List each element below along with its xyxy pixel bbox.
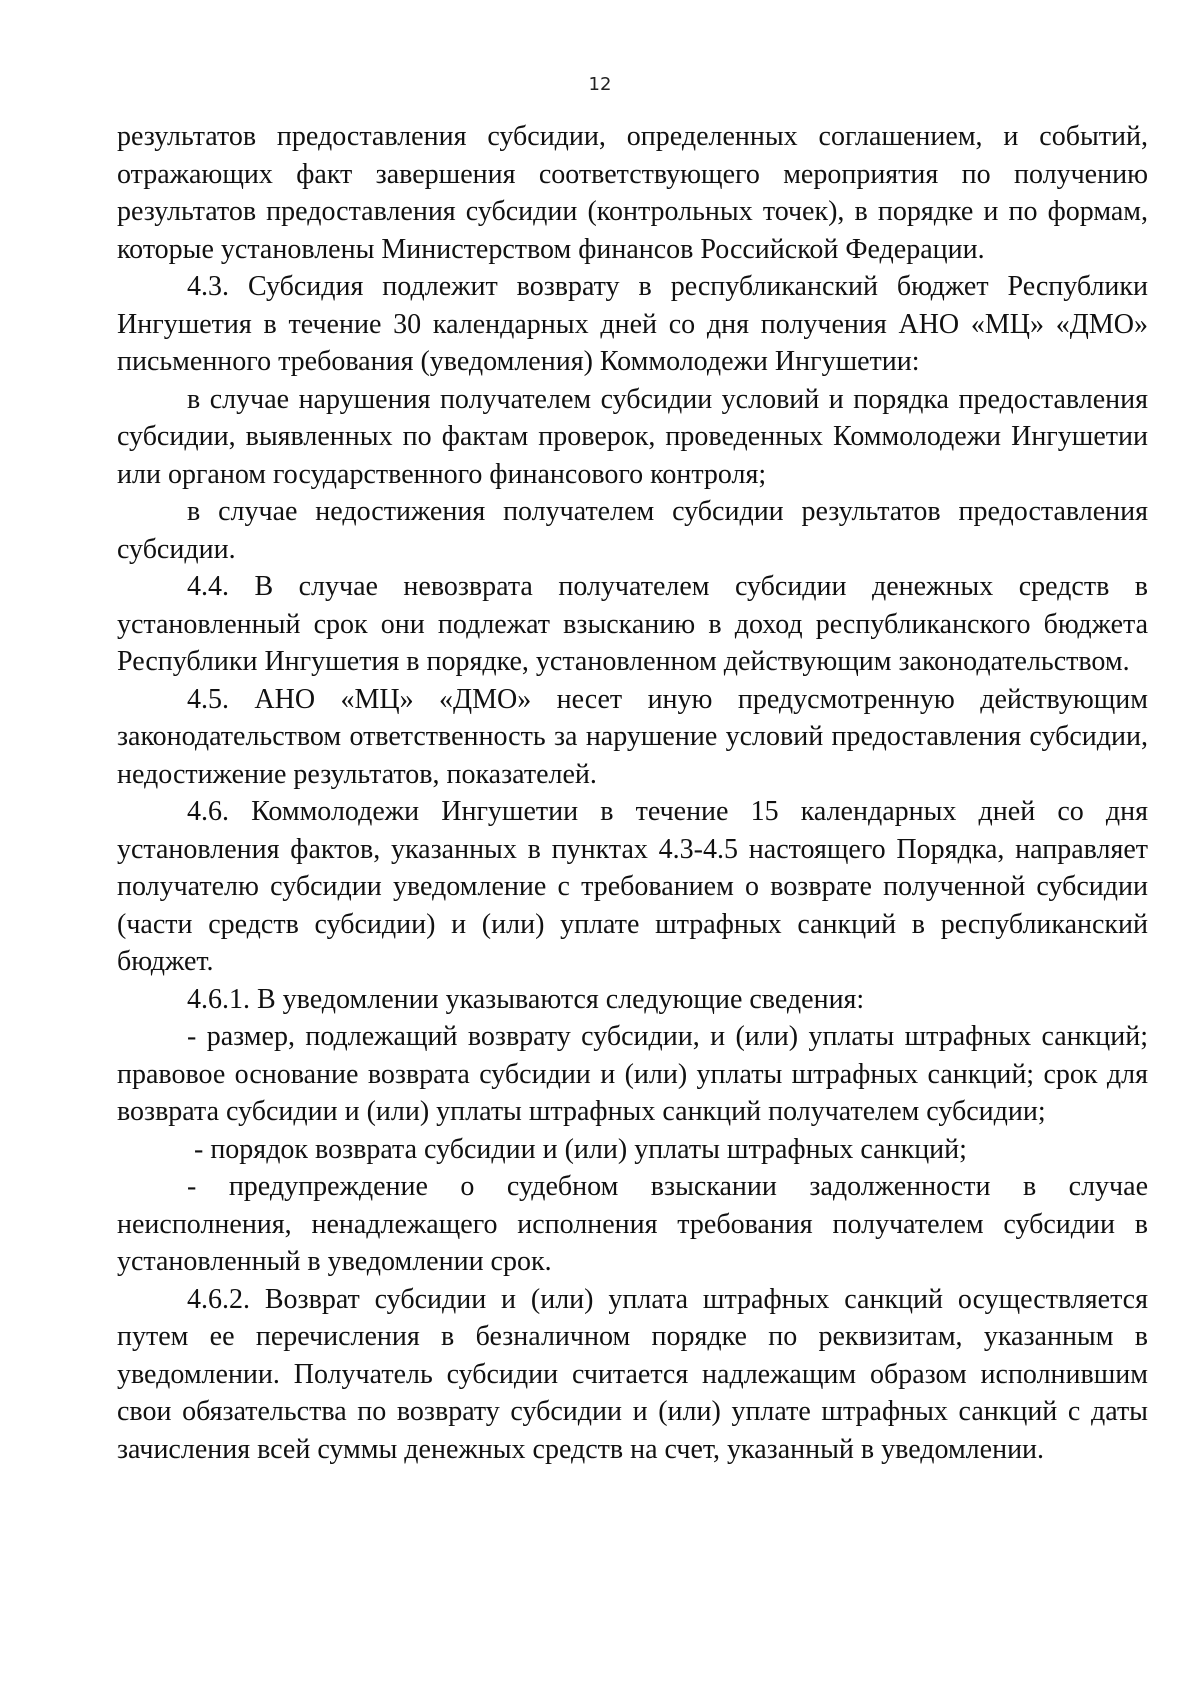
paragraph-4-6-2: 4.6.2. Возврат субсидии и (или) уплата штрафных санкций осуществляется путем ее перечисления в безналичном порядке по реквизитам, указанным в уведомлении. Получатель субсидии считается надлежащим образом исполнившим свои обязательства по возврату субсидии и (или) уплате штрафных санкций с даты зачисления всей суммы денежных средств на счет, указанный в уведомлении. <box>117 1283 1148 1465</box>
list-item-amount: - размер, подлежащий возврату субсидии, и (или) уплаты штрафных санкций; правовое основание возврата субсидии и (или) уплаты штрафных санкций; срок для возврата субсидии и (или) уплаты штрафных санкций получателем субсидии; <box>117 1021 1148 1127</box>
paragraph-4-3-case-nonachievement: в случае недостижения получателем субсидии результатов предоставления субсидии. <box>117 496 1148 565</box>
paragraph-4-3: 4.3. Субсидия подлежит возврату в республиканский бюджет Республики Ингушетия в течение 30 календарных дней со дня получения АНО «МЦ» «ДМО» письменного требования (уведомления) Коммолодежи Ингушетии: <box>117 271 1148 377</box>
paragraph-4-5: 4.5. АНО «МЦ» «ДМО» несет иную предусмотренную действующим законодательством ответственность за нарушение условий предоставления субсидии, недостижение результатов, показателей. <box>117 683 1148 790</box>
list-item-warning: - предупреждение о судебном взыскании задолженности в случае неисполнения, ненадлежащего исполнения требования получателем субсидии в установленный в уведомлении срок. <box>117 1171 1148 1277</box>
paragraph-4-4: 4.4. В случае невозврата получателем субсидии денежных средств в установленный срок они подлежат взысканию в доход республиканского бюджета Республики Ингушетия в порядке, установленном действующим законодательством. <box>117 571 1148 677</box>
paragraph-4-3-case-violation: в случае нарушения получателем субсидии условий и порядка предоставления субсидии, выявленных по фактам проверок, проведенных Коммолодежи Ингушетии или органом государственного финансового контроля; <box>117 383 1148 490</box>
paragraph-continuation: результатов предоставления субсидии, определенных соглашением, и событий, отражающих факт завершения соответствующего мероприятия по получению результатов предоставления субсидии (контрольных точек), в порядке и по формам, которые установлены Министерством финансов Российской Федерации. <box>117 121 1148 265</box>
paragraph-4-6: 4.6. Коммолодежи Ингушетии в течение 15 календарных дней со дня установления фактов, указанных в пунктах 4.3-4.5 настоящего Порядка, направляет получателю субсидии уведомление с требованием о возврате полученной субсидии (части средств субсидии) и (или) уплате штрафных санкций в республиканский бюджет. <box>117 796 1148 977</box>
document-body <box>117 118 1148 1468</box>
page-number: 12 <box>588 74 612 95</box>
list-item-procedure: - порядок возврата субсидии и (или) уплаты штрафных санкций; <box>194 1133 967 1165</box>
paragraph-4-6-1: 4.6.1. В уведомлении указываются следующие сведения: <box>187 983 865 1015</box>
